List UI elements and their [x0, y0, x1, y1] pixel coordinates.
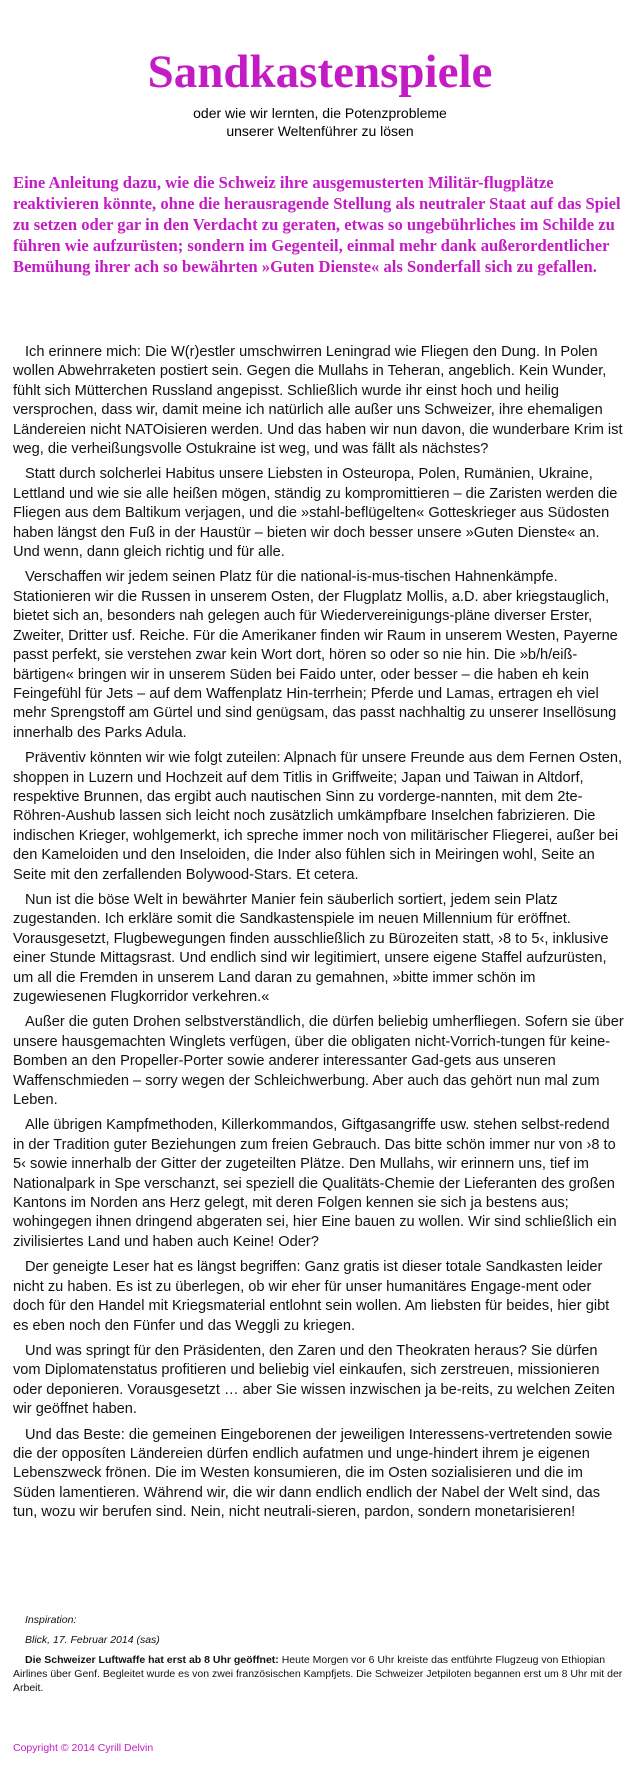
lead-paragraph: Eine Anleitung dazu, wie die Schweiz ihre ausgemusterten Militär-flugplätze reaktivieren könnte, ohne die herausragende Stellung als neutraler Staat auf das Spiel zu setzen oder gar in den Verdacht zu geraten, etwas so ungebührliches im Schilde zu führen wie aufzurüsten; sondern im Gegenteil, einmal mehr dank außerordentlicher Bemühung ihrer ach so bewährten »Guten Dienste« als Sonderfall sich zu gefallen.: [13, 173, 621, 276]
source-citation: Blick, 17. Februar 2014 (sas): [25, 1634, 160, 1646]
body-paragraph: Ich erinnere mich: Die W(r)estler umschwirren Leningrad wie Fliegen den Dung. In Polen wollen Abwehrraketen postiert sein. Gegen die Mullahs in Teheran, angeblich. Kein Wunder, fühlt sich Mütterchen Russland angepisst. Schließlich wurde ihr einst hoch und heilig versprochen, dass wir, damit meine ich natürlich alle außer uns Schweizer, ihre ehemaligen Ländereien nicht NATOisieren werden. Und das haben wir nun davon, die wunderbare Krim ist weg, die verheißungsvolle Ostukraine ist weg, und was fällt als nächstes?: [13, 344, 623, 458]
body-paragraph: Der geneigte Leser hat es längst begriffen: Ganz gratis ist dieser totale Sandkasten leider nicht zu haben. Es ist zu überlegen, ob wir eher für unser humanitäres Engage-ment oder doch für den Handel mit Kriegsmaterial entlohnt sein wollen. Am liebsten für beides, hier gibt es eben noch den Fünfer und das Weggli zu kriegen.: [13, 1259, 610, 1334]
body-paragraph: Alle übrigen Kampfmethoden, Killerkommandos, Giftgasangriffe usw. stehen selbst-redend in der Tradition guter Beziehungen zum freien Gebrauch. Das bitte schön immer nur von ›8 to 5‹ sowie innerhalb der Gitter der zugeteilten Plätze. Den Mullahs, wir erinnern uns, tief im Nationalpark in Spe verschanzt, sei speziell die Qualitäts-Chemie der Lieferanten des großen Kantons im Norden ans Herz gelegt, mit deren Folgen kennen sie sich ja bestens aus; wohingegen ihnen dringend abgeraten sei, hier Eine bauen zu wollen. Wir sind schließlich ein zivilisiertes Land und haben auch Keine! Oder?: [13, 1117, 617, 1250]
article-body: [13, 343, 624, 1529]
body-paragraph: Verschaffen wir jedem seinen Platz für die national-is-mus-tischen Hahnenkämpfe. Stationieren wir die Russen in unserem Osten, der Flugplatz Mollis, a.D. aber kriegstauglich, bietet sich an, besonders nah gelegen auch für Wiedervereinigungs-pläne diverser Erster, Zweiter, Dritter usf. Reiche. Für die Amerikaner finden wir Raum in unserem Westen, Payerne passt perfekt, sie verstehen zwar kein Wort dort, hören so oder so nie hin. Die »b/h/eiß-bärtigen« bringen wir in unserem Süden bei Faido unter, oder besser – die haben eh kein Feingefühl für Jets – auf dem Waffenplatz Hin-terrhein; Pferde und Lamas, ertragen eh viel mehr Sprengstoff am Gürtel und sind genügsam, das passt nachhaltig zu unserer Insellösung innerhalb des Parks Adula.: [13, 569, 618, 741]
source-notes: [13, 1613, 624, 1695]
subtitle-line-1: oder wie wir lernten, die Potenzprobleme: [193, 105, 447, 121]
subtitle-line-2: unserer Weltenführer zu lösen: [226, 123, 414, 139]
news-headline: Die Schweizer Luftwaffe hat erst ab 8 Uhr geöffnet:: [25, 1654, 279, 1666]
page-title: Sandkastenspiele: [147, 46, 493, 98]
body-paragraph: Statt durch solcherlei Habitus unsere Liebsten in Osteuropa, Polen, Rumänien, Ukraine, Lettland und wie sie alle heißen mögen, ständig zu kompromittieren – die Zaristen werden die Fliegen aus dem Baltikum verjagen, und die »stahl-beflügelten« Gotteskrieger aus Südosten haben längst den Fuß in der Haustür – bieten wir doch besser unsere »Guten Dienste« an. Und wenn, dann gleich richtig und für alle.: [13, 466, 618, 561]
body-paragraph: Nun ist die böse Welt in bewährter Manier fein säuberlich sortiert, jedem sein Platz zugestanden. Ich erkläre somit die Sandkastenspiele im neuen Millennium für eröffnet. Vorausgesetzt, Flugbewegungen finden ausschließlich zu Bürozeiten statt, ›8 to 5‹, inklusive einer Stunde Mittagsrast. Und endlich sind wir legitimiert, unsere eigene Staffel aufzurüsten, um all die Fremden in unserem Land daran zu gemahnen, »bitte immer schön im zugewiesenen Flugkorridor verkehren.«: [13, 891, 609, 1005]
body-paragraph: Und das Beste: die gemeinen Eingeborenen der jeweiligen Interessens-vertretenden sowie die der opposíten Ländereien dürfen endlich aufatmen und unge-hindert ihrem je eigenen Lebenszweck frönen. Die im Westen konsumieren, die im Osten sozialisieren und die im Süden lamentieren. Während wir, die wir dann endlich endlich der Nabel der Welt sind, das tun, wozu wir berufen sind. Nein, nicht neutrali-sieren, pardon, sondern monetarisieren!: [13, 1426, 613, 1521]
body-paragraph: Und was springt für den Präsidenten, den Zaren und den Theokraten heraus? Sie dürfen vom Diplomatenstatus profitieren und beliebig viel einkaufen, sich zerstreuen, missionieren oder deponieren. Vorausgesetzt … aber Sie wissen inzwischen ja be-reits, zu welchen Zeiten wir geöffnet haben.: [13, 1342, 615, 1418]
news-excerpt: [13, 1653, 624, 1695]
subtitle: [0, 104, 640, 140]
copyright-notice: Copyright © 2014 Cyrill Delvin: [13, 1742, 154, 1754]
news-text: Heute Morgen vor 6 Uhr kreiste das entführte Flugzeug von Ethiopian Airlines über Genf. Begleitet wurde es von zwei französischen Kampfjets. Die Schweizer Jetpiloten begannen erst um 8 Uhr mit der Arbeit.: [13, 1654, 623, 1694]
inspiration-label: Inspiration:: [25, 1614, 77, 1626]
body-paragraph: Präventiv könnten wir wie folgt zuteilen: Alpnach für unsere Freunde aus dem Fernen Osten, shoppen in Luzern und Hochzeit auf dem Titlis in Griffweite; Japan und Taiwan in Altdorf, respektive Brunnen, das ergibt auch nautischen Sinn zu vorderge-nannten, mit dem 2te-Röhren-Aushub lassen sich leicht noch zusätzlich umkämpfbare Inselchen fabrizieren. Die indischen Krieger, wohlgemerkt, ich spreche immer noch von militärischer Fliegerei, außer bei den Kameloiden und den Inseloiden, die Inder also fühlen sich in Meiringen wohl, Seite an Seite mit den zerfallenden Bolywood-Stars. Et cetera.: [13, 750, 623, 883]
body-paragraph: Außer die guten Drohen selbstverständlich, die dürfen beliebig umherfliegen. Sofern sie über unsere hausgemachten Winglets verfügen, über die obligaten nicht-Vorrich-tungen für keine-Bomben an den Propeller-Porter sowie anderer interessanter Gad-gets aus unseren Waffenschmieden – sorry wegen der Schleichwerbung. Aber auch das gehört nun mal zum Leben.: [13, 1014, 624, 1109]
